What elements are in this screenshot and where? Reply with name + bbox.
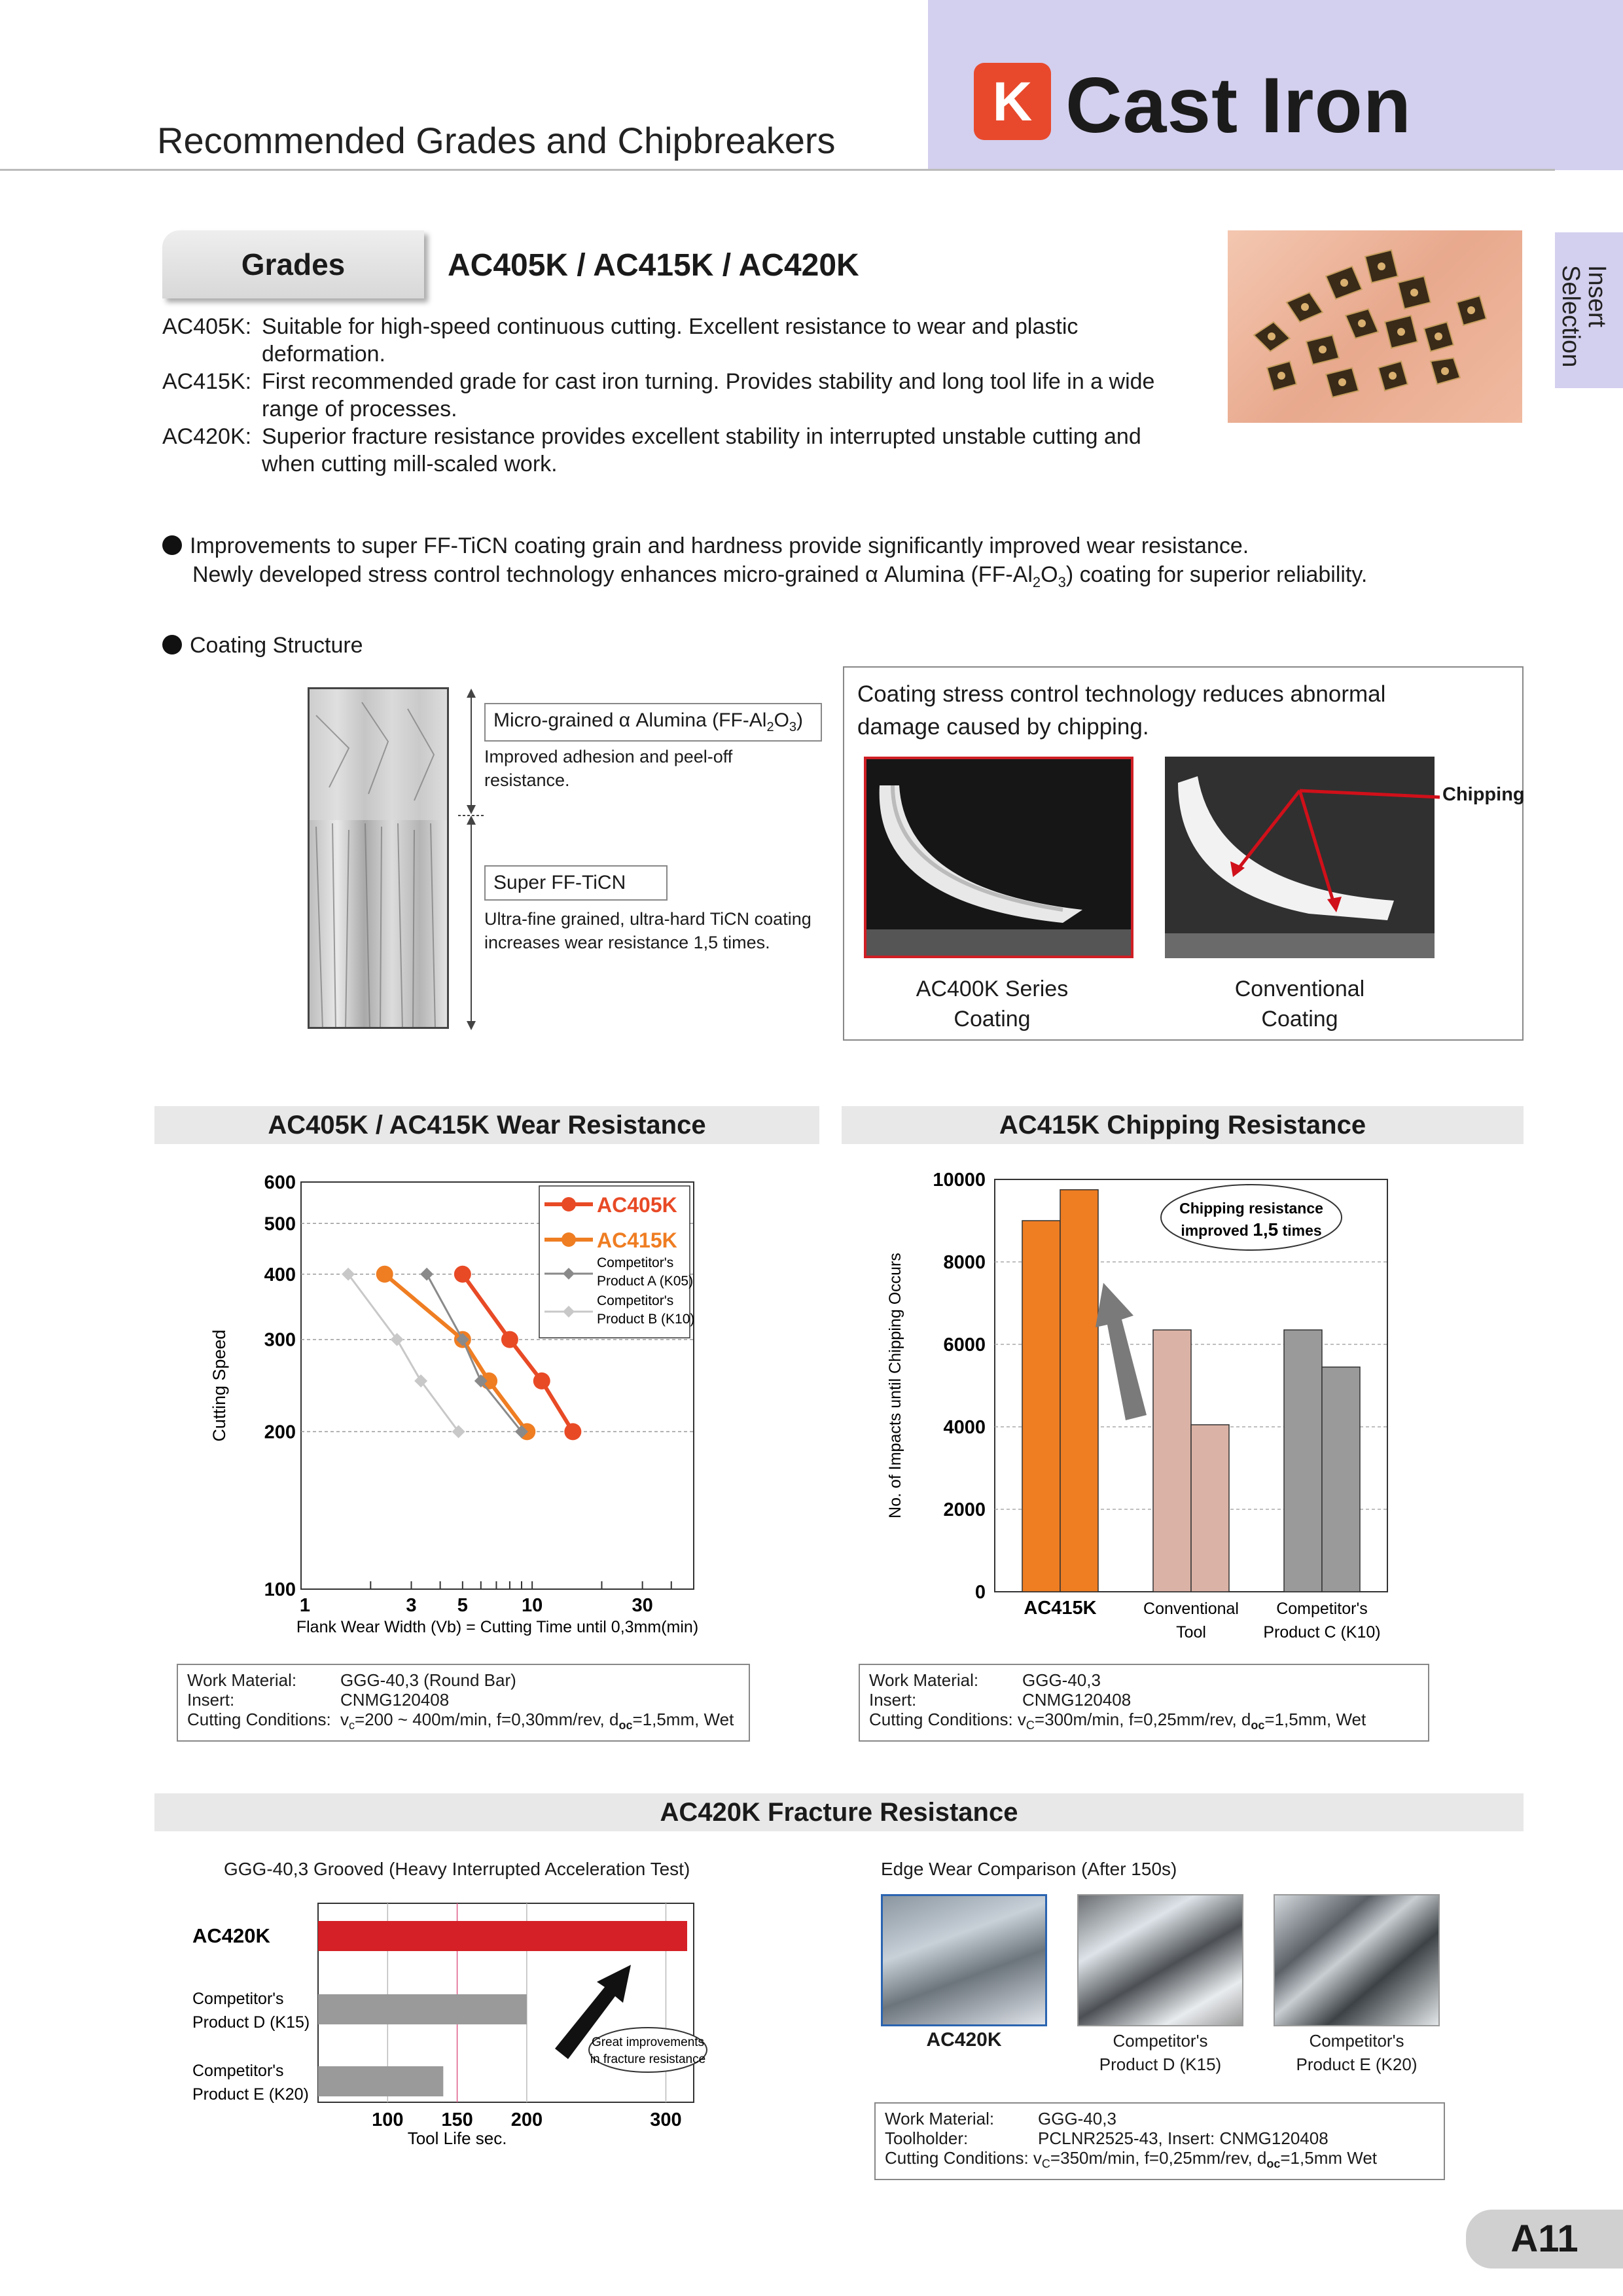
condition-label: Work Material: [869,1670,979,1690]
grade-desc-cont: deformation. [262,342,385,367]
category-label: Competitor's [192,1990,284,2008]
stress-line-2: damage caused by chipping. [857,714,1149,740]
x-tick-label: 5 [457,1595,468,1616]
caption-line: Coating [1261,1007,1338,1031]
subscript: oc [1266,2157,1281,2171]
y-tick-label: 8000 [943,1252,986,1273]
condition-label: Toolholder: [885,2128,969,2148]
legend-label: Product B (K10) [597,1312,695,1327]
condition-value: =350m/min, f=0,25mm/rev, d [1050,2148,1267,2168]
legend-marker [562,1232,576,1247]
condition-value: =1,5mm Wet [1280,2148,1377,2168]
caption-line: AC400K Series [916,977,1069,1001]
y-tick-label: 200 [264,1422,296,1443]
category-label: Competitor's [192,2062,284,2080]
page-title: Cast Iron [1065,62,1412,149]
legend-marker [562,1197,576,1211]
inserts-photo [1228,230,1522,423]
chipping-arrows [1165,753,1453,936]
condition-value: GGG-40,3 [1038,2109,1116,2128]
grade-code: AC405K: [162,314,252,339]
condition-value: =200 ~ 400m/min, f=0,30mm/rev, d [355,1710,619,1729]
bar [1284,1330,1322,1592]
edge-image-product-e [1274,1894,1440,2026]
legend-label: AC405K [597,1193,677,1217]
legend-label: Competitor's [597,1293,674,1308]
y-tick-label: 10000 [933,1170,986,1191]
x-tick-label: 150 [441,2109,473,2130]
legend-label: Competitor's [597,1255,674,1270]
page-number: A11 [1466,2210,1623,2269]
condition-value: CNMG120408 [1022,1690,1132,1710]
improvements-text [162,531,1367,597]
edge-caption-ac420k: AC420K [926,2029,1002,2051]
fracture-bar-title: GGG-40,3 Grooved (Heavy Interrupted Acceleration Test) [224,1859,690,1879]
condition-value: v [1033,2148,1042,2168]
side-tab-line1: Insert [1583,265,1611,328]
x-tick-label: 300 [650,2109,682,2130]
x-tick-label: 3 [406,1595,417,1616]
edge-wear-title: Edge Wear Comparison (After 150s) [881,1859,1177,1879]
subscript: C [1041,2157,1050,2171]
caption-line: Competitor's [1113,2031,1208,2051]
grade-code: AC420K: [162,424,252,449]
legend-label: AC415K [597,1229,677,1252]
grade-item-ac405k [162,313,1183,478]
alumina-layer-label [484,703,822,742]
insert-selection-tab[interactable] [1555,232,1623,388]
y-tick-label: 300 [264,1329,296,1351]
x-tick-label: 200 [510,2109,543,2130]
edge-caption-product-e [1260,2029,1453,2076]
fracture-conditions-box [874,2102,1445,2180]
y-tick-label: 100 [264,1579,296,1600]
y-tick-label: 500 [264,1213,296,1235]
x-tick-label: 10 [522,1595,543,1616]
condition-label: Work Material: [885,2109,995,2128]
x-tick-label: 1 [299,1595,311,1616]
condition-label: Cutting Conditions: [885,2148,1029,2168]
condition-value: GGG-40,3 [1022,1670,1101,1690]
y-tick-label: 4000 [943,1417,986,1438]
side-tab-label [1558,265,1610,367]
caption-line: Competitor's [1309,2031,1404,2051]
grade-desc-cont: when cutting mill-scaled work. [262,452,558,476]
coating-heading-text: Coating Structure [190,633,363,658]
data-point [533,1372,550,1390]
coating-heading [162,631,363,660]
fracture-bar-chart [183,1892,733,2153]
y-tick-label: 400 [264,1264,296,1285]
annotation-text: times [1278,1222,1322,1239]
y-tick-label: 6000 [943,1335,986,1355]
x-tick-label: Tool [1176,1623,1206,1641]
alumina-end: ) [796,709,804,731]
condition-value: PCLNR2525-43, Insert: CNMG120408 [1038,2128,1329,2148]
sub-3: 3 [1058,573,1066,590]
stress-control-text [857,678,1385,744]
y-axis-label: Cutting Speed [209,1329,229,1442]
page-subtitle: Recommended Grades and Chipbreakers [157,120,836,161]
x-axis-label: Tool Life sec. [407,2128,507,2148]
grade-desc-cont: range of processes. [262,397,457,422]
ticn-desc-1: Ultra-fine grained, ultra-hard TiCN coating [484,909,812,929]
subscript: c [349,1719,355,1732]
coating-dimension-arrows [458,687,484,1031]
bullet-icon [162,635,182,655]
data-point [454,1266,471,1283]
subscript: C [1026,1719,1035,1732]
x-tick-label: 30 [632,1595,653,1616]
sub-2: 2 [766,720,774,734]
condition-value: =300m/min, f=0,25mm/rev, d [1034,1710,1251,1729]
ac400k-caption [870,974,1114,1034]
category-badge: K [974,63,1051,140]
grades-tab: Grades [162,230,424,298]
condition-value: v [1017,1710,1026,1729]
alumina-desc-2: resistance. [484,770,570,790]
bar [1191,1425,1229,1592]
caption-line: Product D (K15) [1099,2054,1222,2074]
caption-line: Conventional [1234,977,1365,1001]
y-axis-label: No. of Impacts until Chipping Occurs [886,1253,904,1518]
caption-line: Coating [954,1007,1031,1031]
oxygen: O [1041,562,1058,587]
condition-value: v [340,1710,349,1729]
improvements-line1: Improvements to super FF-TiCN coating grain and hardness provide significantly improved wear resistance. [190,533,1249,558]
bar [318,2066,443,2096]
chipping-chart-heading: AC415K Chipping Resistance [842,1106,1524,1144]
data-point [501,1331,518,1348]
x-tick-label: 100 [372,2109,404,2130]
bar [318,1921,687,1951]
fracture-heading: AC420K Fracture Resistance [154,1793,1524,1831]
data-point [564,1423,581,1440]
legend-label: Product A (K05) [597,1274,694,1289]
grade-desc: First recommended grade for cast iron turning. Provides stability and long tool life in a wide [262,369,1155,394]
category-label: Product E (K20) [192,2085,309,2104]
annotation-number: 1,5 [1253,1219,1279,1240]
bar [1060,1190,1098,1592]
annotation-text: improved [1181,1222,1253,1239]
condition-label: Work Material: [187,1670,297,1690]
annotation-line2: in fracture resistance [590,2053,706,2066]
x-tick-label: Product C (K10) [1263,1623,1381,1641]
ticn-desc-2: increases wear resistance 1,5 times. [484,933,770,952]
edge-image-product-d [1077,1894,1243,2026]
condition-label: Cutting Conditions: [187,1710,331,1729]
condition-value: =1,5mm, Wet [632,1710,734,1729]
oxygen: O [774,709,789,731]
y-tick-label: 600 [264,1172,296,1193]
chipping-resistance-chart [877,1158,1400,1656]
alumina-text: Micro-grained α Alumina (FF-Al [493,709,767,731]
condition-label: Insert: [869,1690,917,1710]
bar [318,1994,527,2024]
condition-label: Cutting Conditions: [869,1710,1013,1729]
category-label: AC420K [192,1924,270,1947]
stress-line-1: Coating stress control technology reduces abnormal [857,681,1386,707]
caption-line: Product E (K20) [1296,2054,1418,2074]
bar [1322,1367,1360,1592]
subscript: oc [618,1719,633,1732]
improvements-line2-end: ) coating for superior reliability. [1065,562,1368,587]
condition-value: GGG-40,3 (Round Bar) [340,1670,516,1690]
subscript: oc [1251,1719,1265,1732]
grade-desc: Suitable for high-speed continuous cutting. Excellent resistance to wear and plastic [262,314,1079,339]
bullet-icon [162,535,182,555]
header-rule [0,169,1555,171]
sub-2: 2 [1032,573,1041,590]
condition-label: Insert: [187,1690,235,1710]
ticn-layer-desc [484,907,812,954]
y-tick-label: 0 [974,1582,986,1603]
conventional-caption [1178,974,1421,1034]
wear-conditions-box [177,1664,750,1742]
x-tick-label: Conventional [1143,1600,1239,1618]
annotation-bubble [1161,1185,1342,1250]
grade-code: AC415K: [162,369,252,394]
chip-conditions-box [859,1664,1429,1742]
alumina-desc-1: Improved adhesion and peel-off [484,747,733,766]
grade-desc: Superior fracture resistance provides excellent stability in interrupted unstable cutting and [262,424,1141,449]
sub-3: 3 [789,720,797,734]
x-tick-label: Competitor's [1276,1600,1368,1618]
annotation-line1: Chipping resistance [1179,1200,1323,1217]
wear-chart-heading: AC405K / AC415K Wear Resistance [154,1106,819,1144]
ac400k-coating-image [864,757,1133,958]
bar [1153,1330,1191,1592]
grades-names: AC405K / AC415K / AC420K [448,248,859,283]
chipping-label: Chipping [1442,784,1525,805]
side-tab-line2: Selection [1557,265,1584,368]
improvements-line2: Newly developed stress control technology enhances micro-grained α Alumina (FF-Al [192,562,1033,587]
annotation-line1: Great improvements [591,2036,705,2049]
edge-caption-product-d [1064,2029,1257,2076]
condition-value: CNMG120408 [340,1690,450,1710]
x-tick-label: AC415K [1024,1598,1097,1619]
alumina-layer-desc [484,745,732,792]
wear-resistance-chart [196,1158,772,1643]
y-tick-label: 2000 [943,1499,986,1520]
ticn-layer-label: Super FF-TiCN [484,865,668,901]
condition-value: =1,5mm, Wet [1264,1710,1366,1729]
data-point [376,1266,393,1283]
bar [1022,1221,1060,1592]
coating-cross-section-image [308,687,449,1029]
edge-image-ac420k [881,1894,1047,2026]
annotation-line2 [1181,1219,1321,1240]
x-axis-label: Flank Wear Width (Vb) = Cutting Time until 0,3mm(min) [296,1618,699,1636]
category-label: Product D (K15) [192,2013,310,2032]
